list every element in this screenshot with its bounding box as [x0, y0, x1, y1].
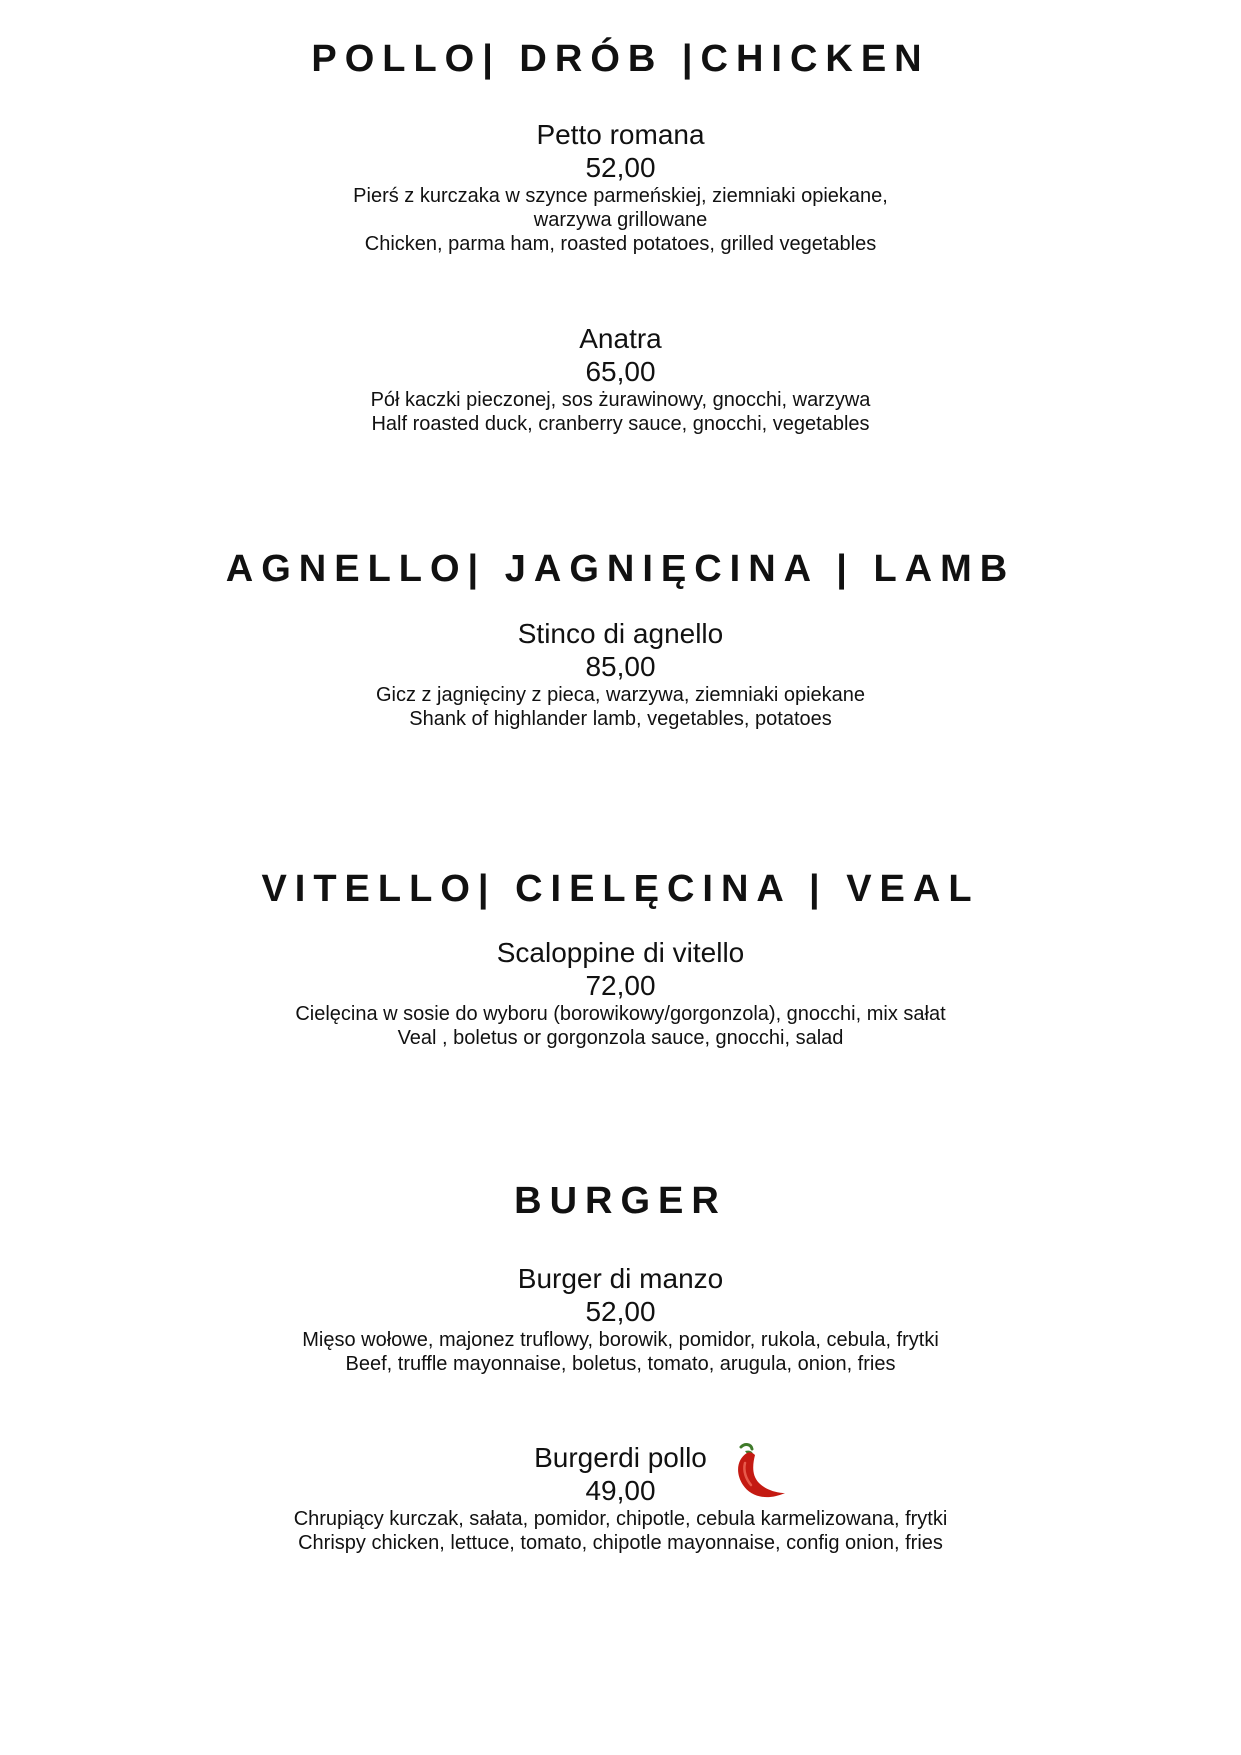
dish-name: Stinco di agnello	[517, 618, 724, 649]
dish-name: Scaloppine di vitello	[496, 937, 745, 968]
dish-name: Petto romana	[536, 119, 705, 150]
dish-price: 65,00	[585, 356, 656, 387]
dish-description-en: Shank of highlander lamb, vegetables, potatoes	[409, 708, 832, 730]
dish-description-en: Chrispy chicken, lettuce, tomato, chipotle mayonnaise, config onion, fries	[298, 1532, 943, 1554]
section-heading-lamb: AGNELLO| JAGNIĘCINA | LAMB	[225, 548, 1016, 590]
chili-pepper-icon	[715, 1441, 791, 1503]
dish-anatra	[0, 322, 1241, 436]
dish-description-en: Veal , boletus or gorgonzola sauce, gnocchi, salad	[397, 1027, 844, 1049]
dish-price: 85,00	[585, 651, 656, 682]
dish-burger-di-manzo	[0, 1262, 1241, 1376]
dish-price: 52,00	[585, 152, 656, 183]
dish-description-pl: Pół kaczki pieczonej, sos żurawinowy, gnocchi, warzywa	[370, 389, 871, 411]
section-heading-veal: VITELLO| CIELĘCINA | VEAL	[261, 868, 980, 910]
dish-burger-di-pollo	[0, 1441, 1241, 1555]
dish-name: Burger di manzo	[517, 1263, 724, 1294]
dish-description-pl: Pierś z kurczaka w szynce parmeńskiej, ziemniaki opiekane,	[353, 185, 888, 207]
dish-description-pl-cont: warzywa grillowane	[533, 209, 708, 231]
dish-price: 49,00	[585, 1475, 656, 1506]
dish-price: 72,00	[585, 970, 656, 1001]
dish-scaloppine-di-vitello	[0, 936, 1241, 1050]
section-heading-chicken: POLLO| DRÓB |CHICKEN	[311, 38, 930, 80]
dish-description-en: Chicken, parma ham, roasted potatoes, grilled vegetables	[364, 233, 877, 255]
section-heading-burger: BURGER	[514, 1180, 727, 1222]
dish-description-en: Half roasted duck, cranberry sauce, gnocchi, vegetables	[371, 413, 870, 435]
dish-petto-romana	[0, 118, 1241, 256]
dish-name: Burgerdi pollo	[534, 1442, 707, 1473]
dish-stinco-di-agnello	[0, 617, 1241, 731]
dish-description-pl: Gicz z jagnięciny z pieca, warzywa, ziemniaki opiekane	[375, 684, 866, 706]
dish-name: Anatra	[579, 323, 662, 354]
dish-description-pl: Cielęcina w sosie do wyboru (borowikowy/gorgonzola), gnocchi, mix sałat	[295, 1003, 946, 1025]
dish-name-row	[0, 1441, 1241, 1474]
dish-description-en: Beef, truffle mayonnaise, boletus, tomato, arugula, onion, fries	[345, 1353, 896, 1375]
dish-description-pl: Mięso wołowe, majonez truflowy, borowik, pomidor, rukola, cebula, frytki	[302, 1329, 939, 1351]
dish-price: 52,00	[585, 1296, 656, 1327]
dish-description-pl: Chrupiący kurczak, sałata, pomidor, chipotle, cebula karmelizowana, frytki	[293, 1508, 948, 1530]
